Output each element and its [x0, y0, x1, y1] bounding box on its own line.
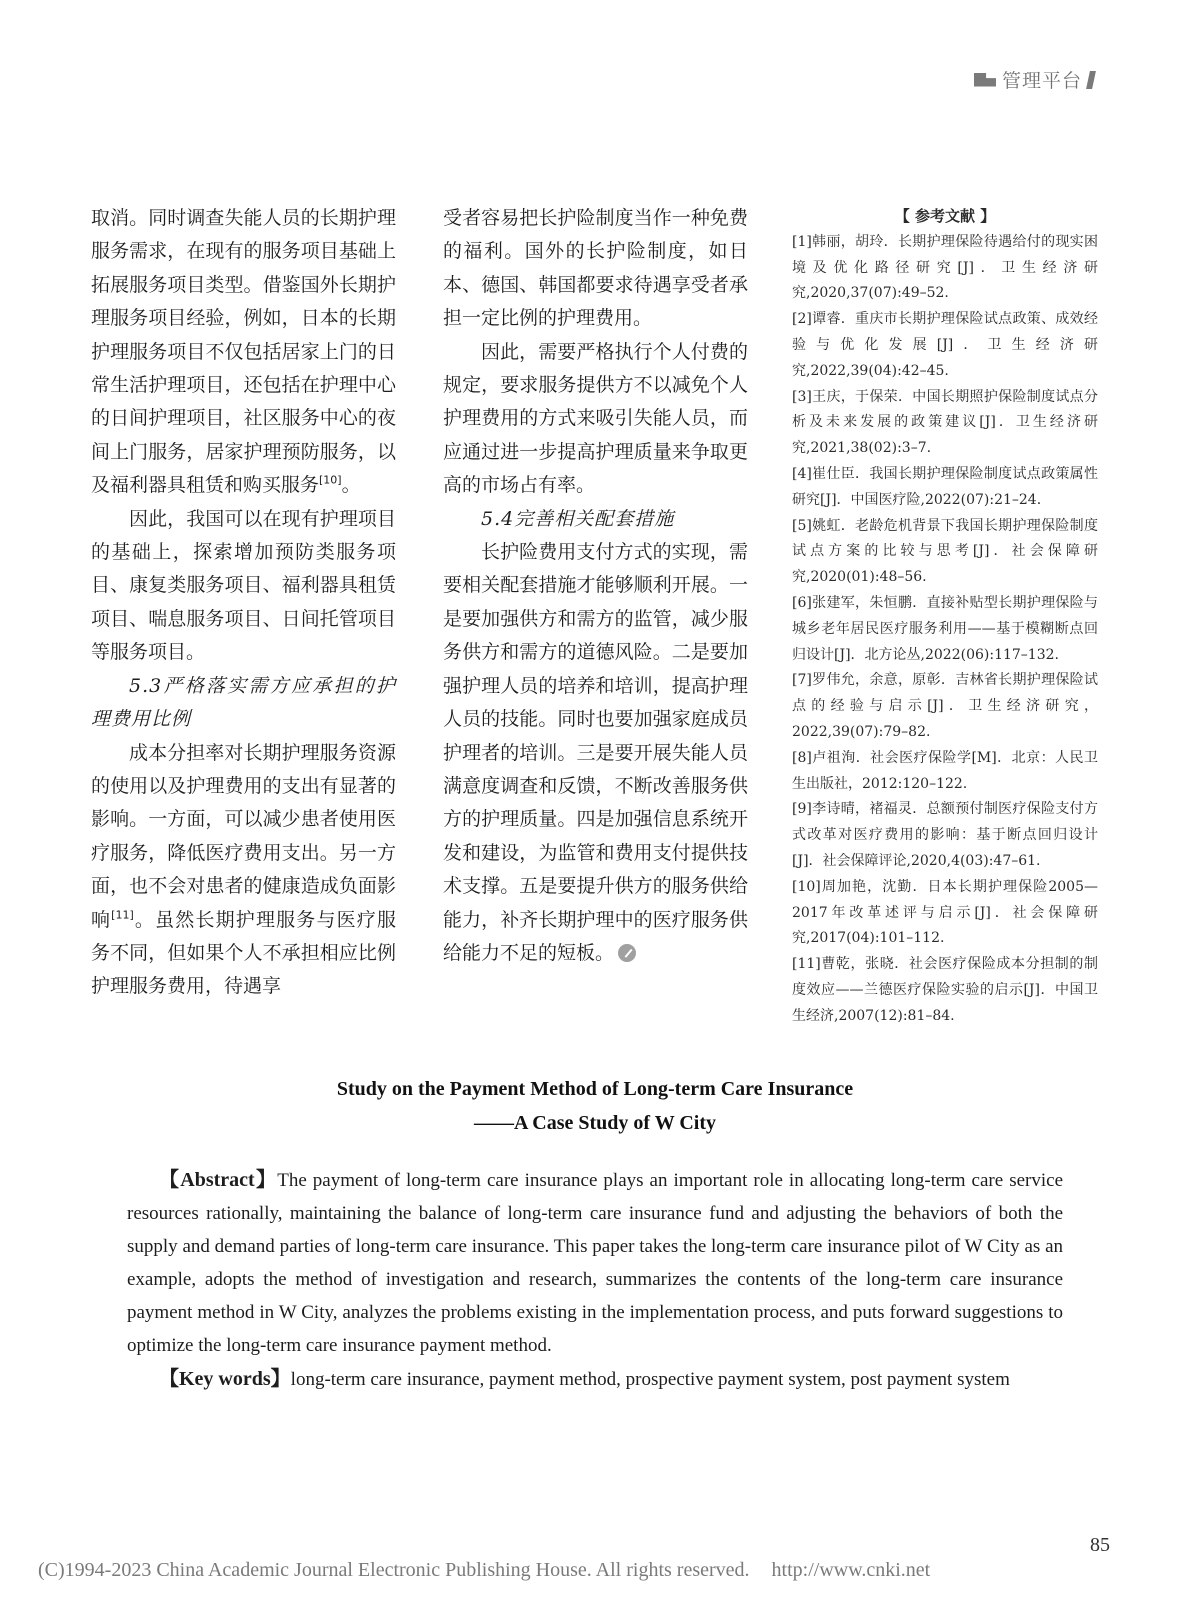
keywords [127, 1363, 1063, 1396]
page-number: 85 [1090, 1534, 1110, 1556]
reference-item: [4]崔仕臣．我国长期护理保险制度试点政策属性研究[J]．中国医疗险,2022(07):21–24. [792, 465, 1098, 508]
reference-item: [3]王庆，于保荣．中国长期照护保险制度试点分析及未来发展的政策建议[J]．卫生经济研究,2021,38(02):3–7. [792, 388, 1098, 457]
english-title-line2: ——A Case Study of W City [473, 1112, 717, 1134]
english-title [0, 1072, 1190, 1140]
reference-item: [1]韩丽，胡玲．长期护理保险待遇给付的现实困境及优化路径研究[J]．卫生经济研究,2020,37(07):49–52. [792, 233, 1098, 302]
end-mark-icon [618, 944, 636, 962]
reference-item: [2]谭睿．重庆市长期护理保险试点政策、成效经验与优化发展[J]．卫生经济研究,2022,39(04):42–45. [792, 311, 1098, 379]
copyright-text: (C)1994-2023 China Academic Journal Electronic Publishing House. All rights reserved. [38, 1559, 750, 1581]
middle-column [443, 202, 748, 970]
reference-item: [10]周加艳，沈勤．日本长期护理保险2005—2017年改革述评与启示[J]．社会保障研究,2017(04):101–112. [792, 878, 1098, 947]
citation[interactable]: [10] [319, 473, 342, 487]
left-column [91, 202, 396, 1004]
section-tag [974, 66, 1094, 93]
citation[interactable]: [11] [111, 908, 134, 922]
keywords-label: 【Key words】 [159, 1368, 291, 1390]
reference-item: [7]罗伟允，余意，原彰．吉林省长期护理保险试点的经验与启示[J]．卫生经济研究，2022,39(07):79–82. [792, 672, 1098, 740]
section-heading-5-4: 5.4完善相关配套措施 [481, 507, 675, 530]
section-heading-5-3: 5.3严格落实需方应承担的护理费用比例 [91, 674, 396, 731]
references-title: 【 参考文献 】 [894, 207, 996, 225]
abstract-text: The payment of long-term care insurance plays an important role in allocating long-term care service resources rationally, maintaining the balance of long-term care insurance fund and adjusting the behaviors of both the supply and demand parties of long-term care insurance. This paper takes the long-term care insurance pilot of W City as an example, adopts the method of investigation and research, summarizes the contents of the long-term care insurance payment method in W City, analyzes the problems existing in the implementation process, and puts forward suggestions to optimize the long-term care insurance payment method. [127, 1170, 1063, 1356]
paragraph: 因此，我国可以在现有护理项目的基础上，探索增加预防类服务项目、康复类服务项目、福利器具租赁项目、喘息服务项目、日间托管项目等服务项目。 [91, 507, 396, 664]
reference-item: [5]姚虹．老龄危机背景下我国长期护理保险制度试点方案的比较与思考[J]．社会保障研究,2020(01):48–56. [792, 517, 1098, 586]
paragraph: 长护险费用支付方式的实现，需要相关配套措施才能够顺利开展。一是要加强供方和需方的监管，减少服务供方和需方的道德风险。二是要加强护理人员的培养和培训，提高护理人员的技能。同时也要加强家庭成员护理者的培训。三是要开展失能人员满意度调查和反馈，不断改善服务供方的护理质量。四是加强信息系统开发和建设，为监管和费用支付提供技术支撑。五是要提升供方的服务供给能力，补齐长期护理中的医疗服务供给能力不足的短板。 [443, 541, 748, 964]
paragraph: 成本分担率对长期护理服务资源的使用以及护理费用的支出有显著的影响。一方面，可以减少患者使用医疗服务，降低医疗费用支出。另一方面，也不会对患者的健康造成负面影响[11]。虽然长期护理服务与医疗服务不同，但如果个人不承担相应比例护理服务费用，待遇享 [91, 741, 396, 998]
section-label: 管理平台 [1001, 70, 1082, 92]
paragraph: 受者容易把长护险制度当作一种免费的福利。国外的长护险制度，如日本、德国、韩国都要求待遇享受者承担一定比例的护理费用。 [443, 207, 748, 330]
reference-list [792, 230, 1098, 1030]
english-title-line1: Study on the Payment Method of Long-term Care Insurance [336, 1078, 854, 1100]
reference-item: [6]张建军，朱恒鹏．直接补贴型长期护理保险与城乡老年居民医疗服务利用——基于模糊断点回归设计[J]．北方论丛,2022(06):117–132. [792, 594, 1098, 663]
keywords-text: long-term care insurance, payment method, prospective payment system, post payment system [290, 1369, 1010, 1390]
section-bar-icon [1086, 71, 1096, 89]
abstract-label: 【Abstract】 [159, 1169, 278, 1191]
section-mark-icon [974, 73, 996, 87]
paragraph: 因此，需要严格执行个人付费的规定，要求服务提供方不以减免个人护理费用的方式来吸引失能人员，而应通过进一步提高护理质量来争取更高的市场占有率。 [443, 340, 748, 497]
reference-item: [9]李诗晴，褚福灵．总额预付制医疗保险支付方式改革对医疗费用的影响：基于断点回归设计[J]．社会保障评论,2020,4(03):47–61. [792, 801, 1098, 869]
footer-link[interactable]: http://www.cnki.net [771, 1559, 931, 1581]
paragraph: 取消。同时调查失能人员的长期护理服务需求，在现有的服务项目基础上拓展服务项目类型。借鉴国外长期护理服务项目经验，例如，日本的长期护理服务项目不仅包括居家上门的日常生活护理项目，还包括在护理中心的日间护理项目，社区服务中心的夜间上门服务，居家护理预防服务，以及福利器具租赁和购买服务[10]。 [91, 207, 396, 497]
reference-item: [8]卢祖洵．社会医疗保险学[M]．北京：人民卫生出版社，2012:120–122. [792, 749, 1098, 792]
copyright-footer [38, 1559, 930, 1582]
reference-item: [11]曹乾，张晓．社会医疗保险成本分担制的制度效应——兰德医疗保险实验的启示[J]．中国卫生经济,2007(12):81–84. [792, 956, 1098, 1024]
abstract [127, 1164, 1063, 1362]
references [792, 204, 1098, 1030]
